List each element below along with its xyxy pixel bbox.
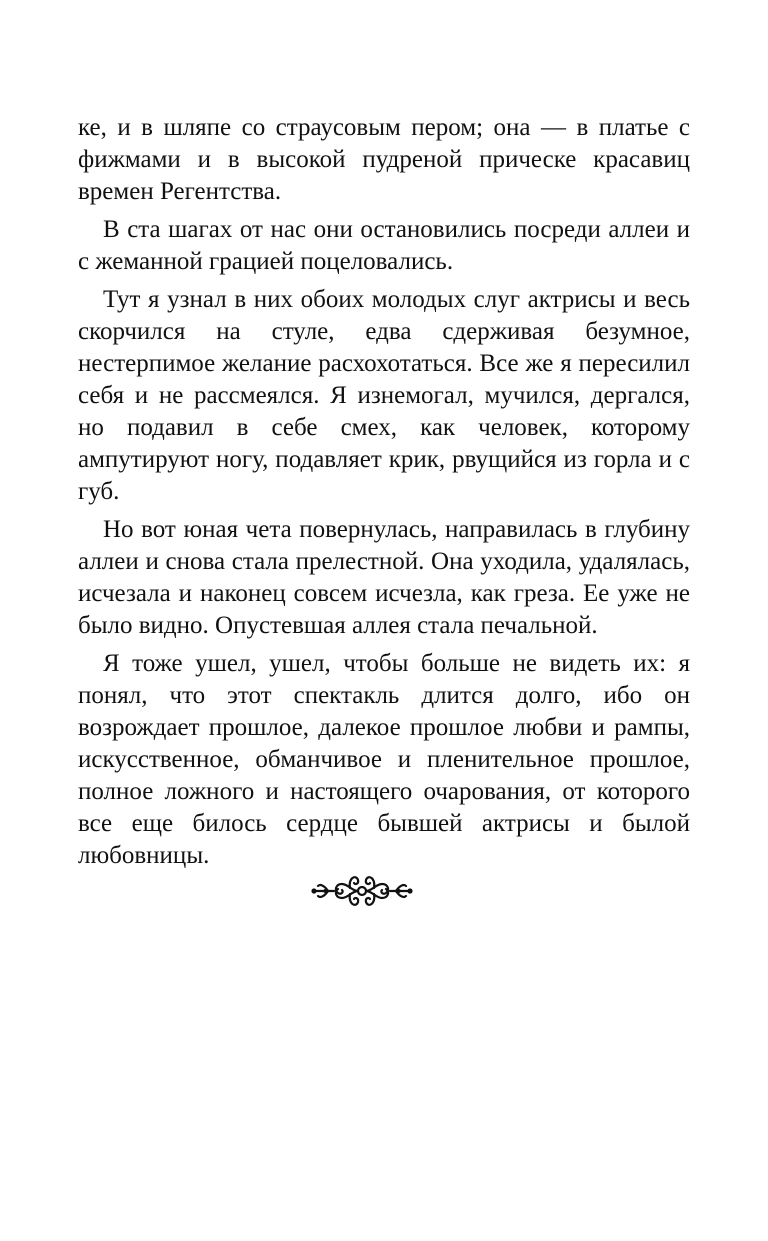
paragraph-3: Тут я узнал в них обоих молодых слуг актрисы и весь скорчился на стуле, едва сдерживая безумное, нестерпимое желание расхохотаться. Все же я пересилил себя и не рассмеялся. Я изнемогал, мучился, дергался, но подавил в себе смех, как человек, которому ампутируют ногу, подавляет крик, рвущийся из горла и с губ. [78,286,690,505]
body-text [78,112,690,872]
paragraph-5: Я тоже ушел, ушел, чтобы больше не видеть их: я понял, что этот спектакль длится долго, ибо он возрождает прошлое, далекое прошлое любви и рампы, искусственное, обманчивое и пленительное прошлое, полное ложного и настоящего очарования, от которого все еще билось сердце бывшей актрисы и былой любовницы. [78,650,690,869]
paragraph-1: ке, и в шляпе со страусовым пером; она — в платье с фижмами и в высокой пудреной прическе красавиц времен Регентства. [78,114,690,205]
flourish-ornament-icon [310,866,414,916]
paragraph-4: Но вот юная чета повернулась, направилась в глубину аллеи и снова стала прелестной. Она уходила, удалялась, исчезала и наконец совсем исчезла, как греза. Ее уже не было видно. Опустевшая аллея стала печальной. [78,516,690,639]
paragraph-2: В ста шагах от нас они остановились посреди аллеи и с жеманной грацией поцеловались. [78,216,690,275]
